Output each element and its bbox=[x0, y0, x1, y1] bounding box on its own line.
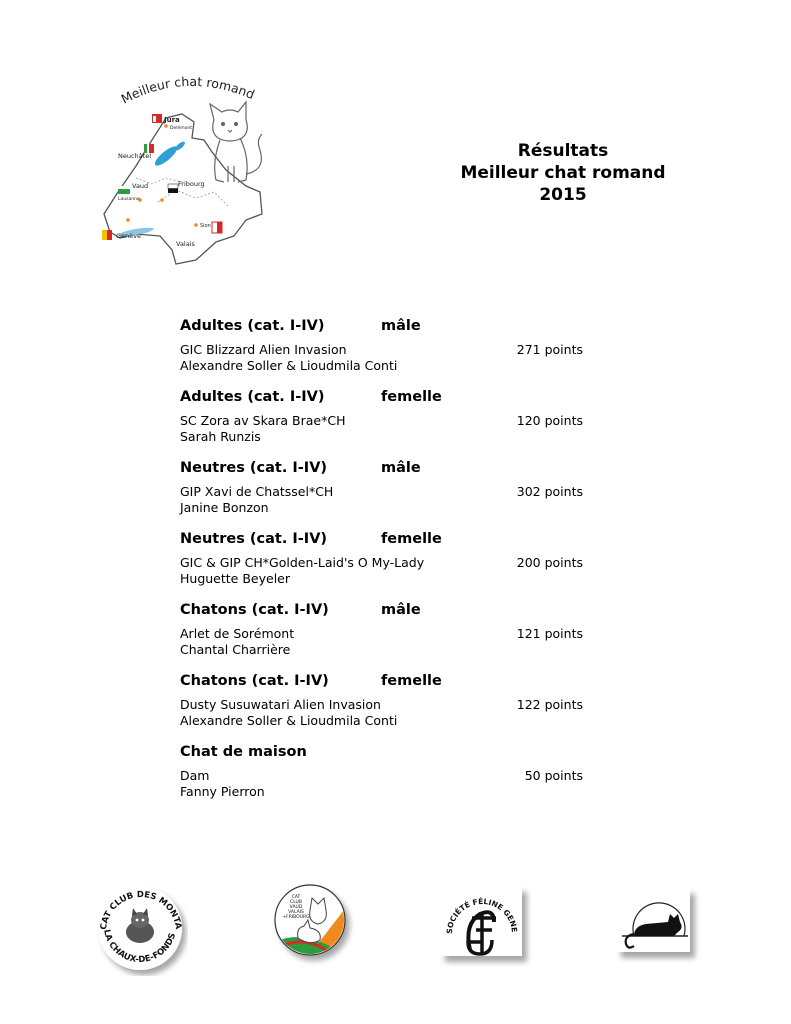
points: 200 points bbox=[516, 555, 583, 570]
cat-drawing bbox=[210, 102, 262, 182]
section-gender: femelle bbox=[381, 389, 442, 405]
feline-arc-text: SOCIÉTÉ FÉLINE GENE bbox=[444, 896, 520, 935]
vaud-logo-text: VAUD bbox=[289, 905, 303, 910]
cat-name: GIP Xavi de Chatssel*CH bbox=[180, 484, 334, 499]
svg-text:Jura: Jura bbox=[164, 116, 180, 124]
section-gender: mâle bbox=[381, 318, 421, 334]
section-gender: mâle bbox=[381, 460, 421, 476]
svg-text:Lausanne: Lausanne bbox=[118, 197, 140, 202]
cat-name: SC Zora av Skara Brae*CH bbox=[180, 413, 346, 428]
cat-name: Arlet de Sorémont bbox=[180, 626, 295, 641]
svg-text:Valais: Valais bbox=[176, 240, 195, 248]
result-section bbox=[180, 600, 600, 658]
societe-feline-genevoise-logo bbox=[436, 884, 532, 974]
result-section bbox=[180, 387, 600, 445]
result-section bbox=[180, 316, 600, 374]
club-logos-row bbox=[0, 872, 791, 992]
title-line-name: Meilleur chat romand bbox=[460, 163, 666, 183]
points: 120 points bbox=[516, 413, 583, 428]
vaud-logo-text: CLUB bbox=[290, 900, 302, 905]
owner-name: Fanny Pierron bbox=[180, 784, 265, 799]
vaud-logo-text: VALAIS bbox=[288, 910, 304, 915]
result-section bbox=[180, 671, 600, 729]
svg-text:Fribourg: Fribourg bbox=[178, 180, 205, 188]
section-category: Chatons (cat. I-IV) bbox=[180, 673, 329, 689]
section-gender: femelle bbox=[381, 673, 442, 689]
points: 271 points bbox=[516, 342, 583, 357]
cat-name: GIC & GIP CH*Golden-Laid's O My-Lady bbox=[180, 555, 425, 570]
section-category: Adultes (cat. I-IV) bbox=[180, 389, 325, 405]
title-line-results: Résultats bbox=[517, 141, 609, 161]
owner-name: Huguette Beyeler bbox=[180, 571, 290, 586]
cat-club-vaud-valais-fribourg-logo bbox=[270, 880, 356, 970]
points: 50 points bbox=[524, 768, 583, 783]
section-gender: femelle bbox=[381, 531, 442, 547]
owner-name: Chantal Charrière bbox=[180, 642, 291, 657]
results-list bbox=[180, 316, 600, 813]
result-section bbox=[180, 742, 600, 800]
section-gender: mâle bbox=[381, 602, 421, 618]
section-category: Neutres (cat. I-IV) bbox=[180, 531, 328, 547]
cat-name: GIC Blizzard Alien Invasion bbox=[180, 342, 347, 357]
section-category: Chatons (cat. I-IV) bbox=[180, 602, 329, 618]
points: 121 points bbox=[516, 626, 583, 641]
owner-name: Alexandre Soller & Lioudmila Conti bbox=[180, 358, 398, 373]
svg-text:Neuchâtel: Neuchâtel bbox=[118, 152, 152, 160]
vaud-logo-text: CAT bbox=[291, 895, 301, 900]
owner-name: Janine Bonzon bbox=[180, 500, 269, 515]
page-title bbox=[430, 140, 696, 206]
svg-text:Genève: Genève bbox=[116, 232, 142, 240]
svg-text:Vaud: Vaud bbox=[132, 182, 149, 190]
svg-text:Sion: Sion bbox=[200, 223, 211, 229]
cat-club-montagnes-logo bbox=[92, 880, 188, 980]
title-line-year: 2015 bbox=[539, 185, 587, 205]
meilleur-chat-romand-logo bbox=[96, 74, 274, 266]
cat-name: Dusty Susuwatari Alien Invasion bbox=[180, 697, 381, 712]
vaud-logo-text: +FRIBOURG bbox=[282, 915, 310, 920]
section-category: Neutres (cat. I-IV) bbox=[180, 460, 328, 476]
black-cat-moon-logo bbox=[612, 886, 704, 972]
montagnes-top-text: CAT CLUB DES MONTA bbox=[98, 889, 183, 931]
result-section bbox=[180, 529, 600, 587]
owner-name: Sarah Runzis bbox=[180, 429, 261, 444]
section-category: Chat de maison bbox=[180, 744, 307, 760]
owner-name: Alexandre Soller & Lioudmila Conti bbox=[180, 713, 398, 728]
montagnes-bottom-text: LA CHAUX-DE-FONDS bbox=[101, 928, 179, 966]
points: 122 points bbox=[516, 697, 583, 712]
cat-name: Dam bbox=[180, 768, 210, 783]
svg-text:Delémont: Delémont bbox=[170, 126, 193, 131]
logo-arc-text: Meilleur chat romand bbox=[118, 74, 257, 107]
section-category: Adultes (cat. I-IV) bbox=[180, 318, 325, 334]
result-section bbox=[180, 458, 600, 516]
points: 302 points bbox=[516, 484, 583, 499]
